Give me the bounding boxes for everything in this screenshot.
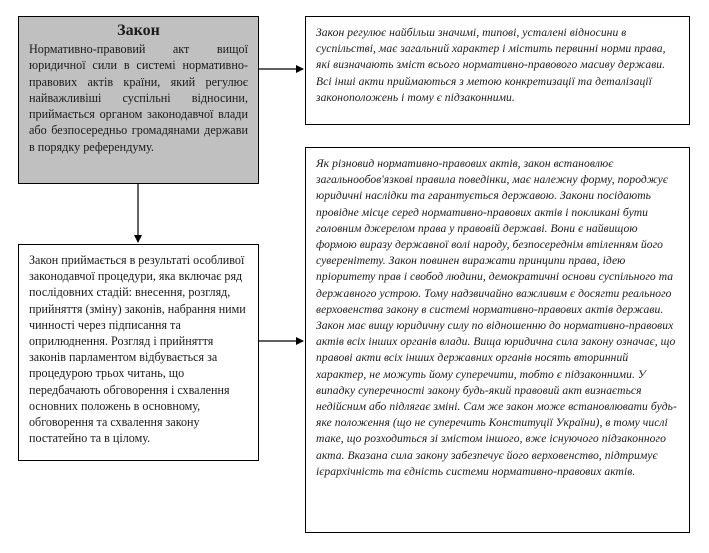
law-regulation-box bbox=[305, 16, 690, 125]
law-description-text: Як різновид нормативно-правових актів, закон встановлює загальнообов'язкові правила поведінки, має належну форму, породжує юридичні наслідки та гарантується державою. Закони посідають провідне місце серед нормативно-правових актів і покликані бути головним джерелом права у правовій державі. Вони є найвищою формою виразу державної волі народу, безпосереднім втіленням його суверенітету. Закон повинен виражати принципи права, ідею пріоритету прав і свобод людини, демократичні основи суспільного та державного устрою. Тому надзвичайно важливим є досягти реального верховенства закону в системі нормативно-правових актів держави. Закон має вищу юридичну силу по відношенню до нормативно-правових актів всіх інших органів влади. Вища юридична сила закону означає, що правові акти всіх інших державних органів носять вторинний характер, не можуть йому суперечити, тобто є підзаконними. У випадку суперечності закону будь-який правовий акт визнається недійсним або підлягає зміні. Сам же закон може встановлювати будь-яке положення (що не суперечить Конституції України), в тому числі таке, що розходиться зі змістом іншого, вже існуючого підзаконного акта. Вказана сила закону забезпечує його верховенство, підтримує ієрархічність та єдність системи нормативно-правових актів. bbox=[316, 157, 677, 478]
law-regulation-text: Закон регулює найбільш значимі, типові, усталені відносини в суспільстві, має загальний характер і містить первинні норми права, які визначають зміст всього нормативно-правового масиву держави. Всі інші акти приймаються з метою конкретизації та деталізації законоположень і тому є підзаконними. bbox=[316, 26, 666, 104]
law-title: Закон bbox=[117, 22, 160, 39]
law-description-box bbox=[305, 147, 690, 533]
law-procedure-box bbox=[18, 244, 259, 461]
law-definition-text: Нормативно-правовий акт вищої юридичної сили в системі нормативно-правових актів країни, який регулює найважливіші суспільні відносини, приймається органом законодавчої влади або безпосередньо громадянами держави в порядку референдуму. bbox=[29, 42, 248, 154]
law-procedure-text: Закон приймається в результаті особливої законодавчої процедури, яка включає ряд послідовних стадій: внесення, розгляд, прийняття (зміну) законів, набрання ними чинності через підписання та оприлюднення. Розгляд і прийняття законів парламентом відбувається за процедурою трьох читань, що передбачають обговорення і схвалення основних положень в основному, обговорення та схвалення закону постатейно та в цілому. bbox=[29, 253, 246, 446]
law-definition-box bbox=[18, 16, 259, 184]
